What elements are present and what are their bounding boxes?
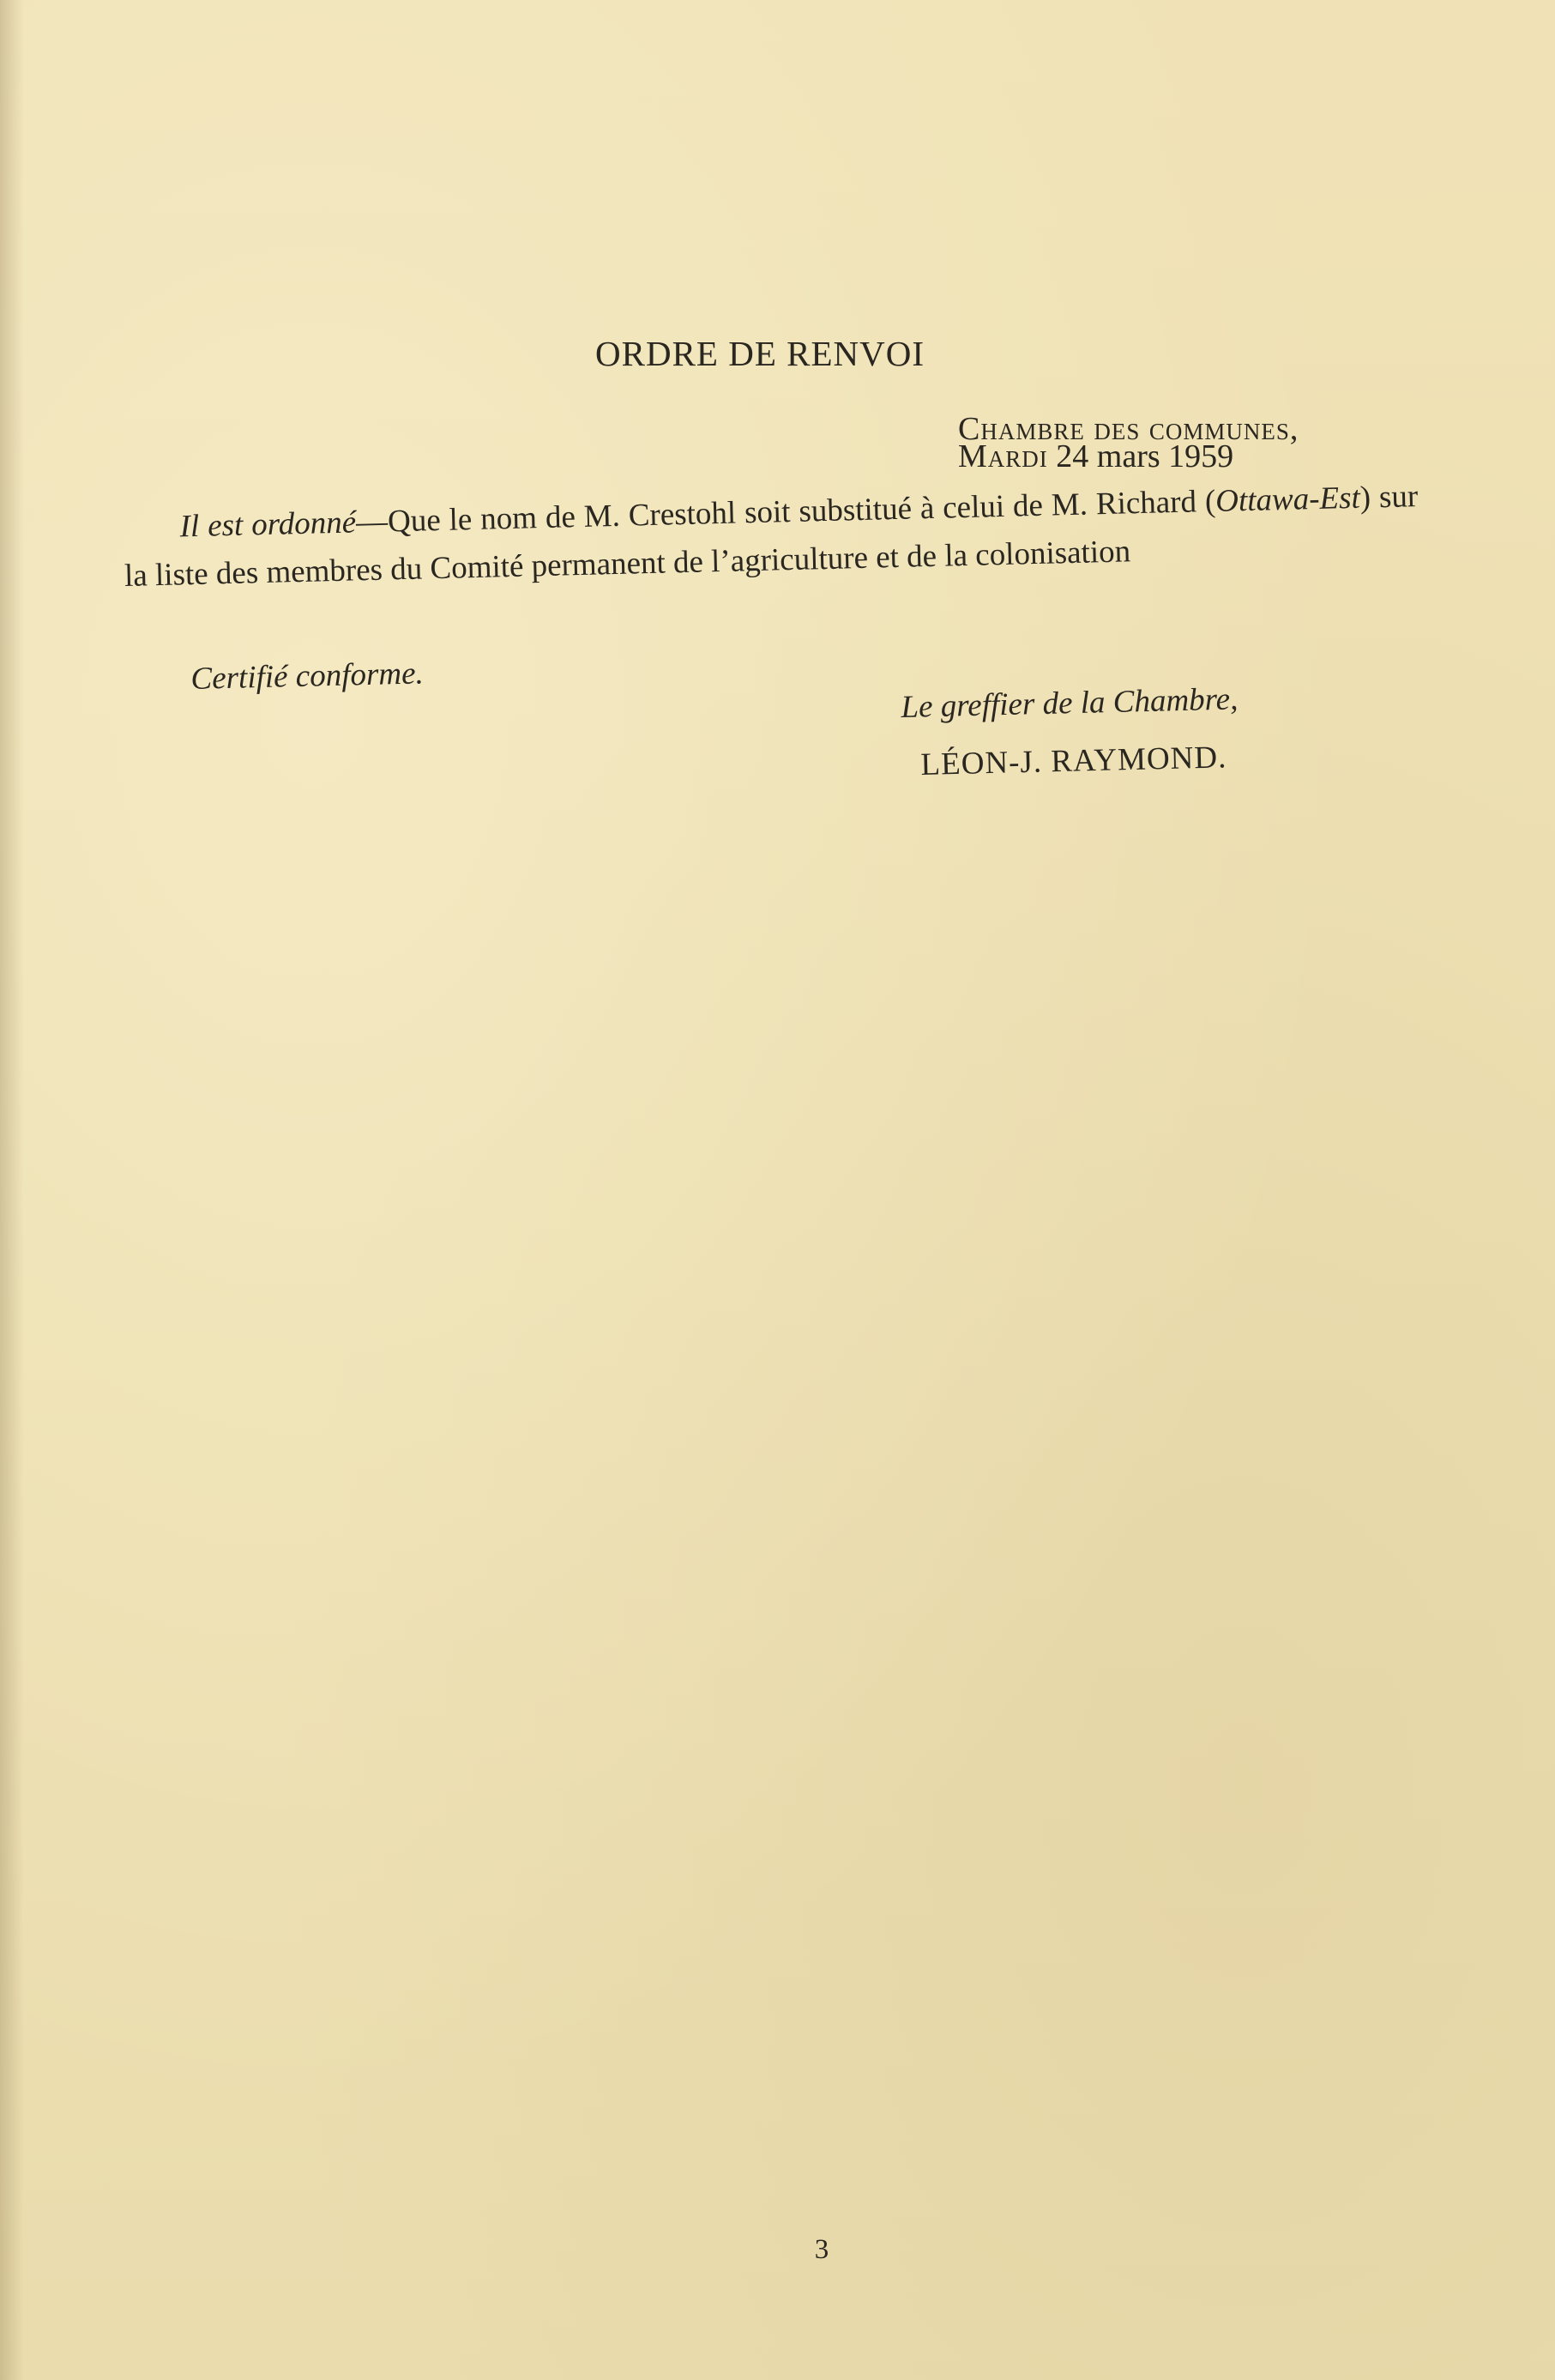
date-day: Mardi [958, 438, 1048, 474]
house-name: Chambre des communes, [958, 411, 1299, 447]
date-rest: 24 mars 1959 [1056, 438, 1234, 474]
clerk-title: Le greffier de la Chambre, [901, 681, 1239, 725]
order-text: —Que le nom de M. Crestohl soit substitué à celui de M. Richard ( [355, 483, 1216, 541]
order-paragraph [123, 473, 1419, 601]
clerk-name: LÉON-J. RAYMOND. [920, 740, 1227, 782]
order-lead: Il est ordonné [179, 504, 357, 545]
order-riding: Ottawa-Est [1214, 480, 1361, 519]
page-number: 3 [814, 2234, 829, 2265]
date-line [958, 438, 1233, 475]
document-title: ORDRE DE RENVOI [595, 334, 925, 373]
certified-line: Certifié conforme. [190, 655, 425, 697]
order-text-end: ) sur la liste des membres du Comité permanent de l’agriculture et de la colonisation [124, 479, 1419, 594]
